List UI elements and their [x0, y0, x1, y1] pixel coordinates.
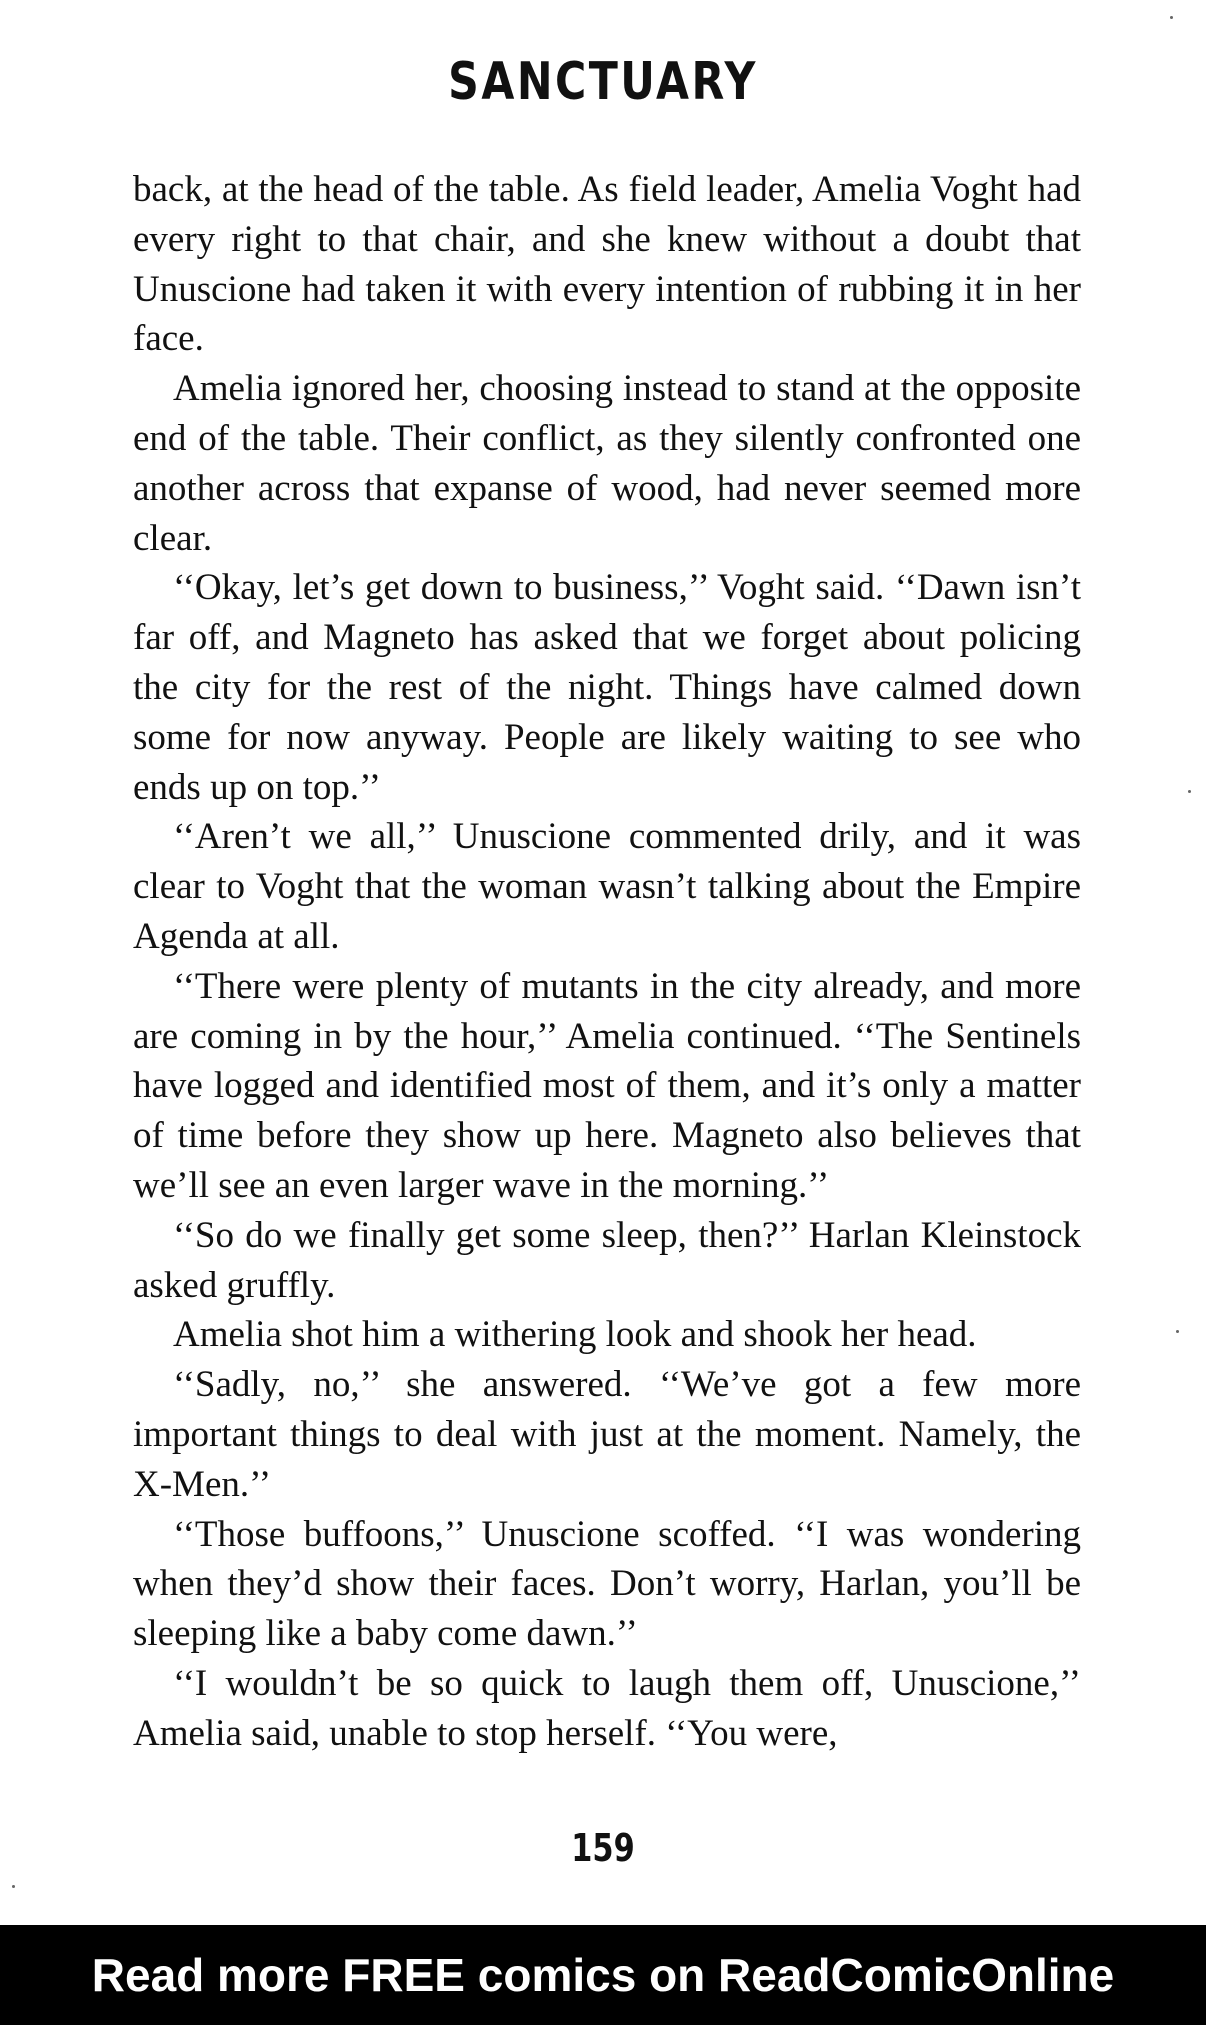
paragraph: ‘‘Those buffoons,’’ Unuscione scoffed. ‘‘I was wondering when they’d show their faces. Don’t worry, Harlan, you’ll be sleeping like a baby come dawn.’’: [133, 1513, 1081, 1655]
promo-link[interactable]: Read more FREE comics on ReadComicOnline: [91, 1949, 1115, 2001]
paragraph: ‘‘I wouldn’t be so quick to laugh them off, Unuscione,’’ Amelia said, unable to stop herself. ‘‘You were,: [133, 1662, 1081, 1754]
scan-speck: [1176, 1330, 1179, 1333]
paragraph: Amelia shot him a withering look and shook her head.: [173, 1314, 977, 1356]
scan-speck: [1188, 790, 1191, 793]
page-body: [133, 165, 1081, 1759]
scan-speck: [1170, 16, 1173, 19]
paragraph: Amelia ignored her, choosing instead to stand at the opposite end of the table. Their conflict, as they silently confronted one another across that expanse of wood, had never seemed more clear.: [133, 368, 1081, 559]
running-header: SANCTUARY: [448, 52, 758, 112]
promo-banner[interactable]: [0, 1925, 1206, 2025]
page-number: 159: [571, 1826, 635, 1870]
paragraph: back, at the head of the table. As field leader, Amelia Voght had every right to that chair, and she knew without a doubt that Unuscione had taken it with every intention of rubbing it in her face.: [133, 169, 1081, 360]
paragraph: ‘‘Okay, let’s get down to business,’’ Voght said. ‘‘Dawn isn’t far off, and Magneto has asked that we forget about policing the city for the rest of the night. Things have calmed down some for now anyway. People are likely waiting to see who ends up on top.’’: [133, 567, 1081, 808]
paragraph: ‘‘There were plenty of mutants in the city already, and more are coming in by the hour,’’ Amelia continued. ‘‘The Sentinels have logged and identified most of them, and it’s only a matter of time before they show up here. Magneto also believes that we’ll see an even larger wave in the morning.’’: [133, 965, 1081, 1206]
paragraph: ‘‘So do we finally get some sleep, then?’’ Harlan Kleinstock asked gruffly.: [133, 1214, 1081, 1306]
scan-speck: [12, 1885, 15, 1888]
paragraph: ‘‘Sadly, no,’’ she answered. ‘‘We’ve got a few more important things to deal with just at the moment. Namely, the X-Men.’’: [133, 1364, 1081, 1505]
paragraph: ‘‘Aren’t we all,’’ Unuscione commented drily, and it was clear to Voght that the woman wasn’t talking about the Empire Agenda at all.: [133, 816, 1081, 957]
